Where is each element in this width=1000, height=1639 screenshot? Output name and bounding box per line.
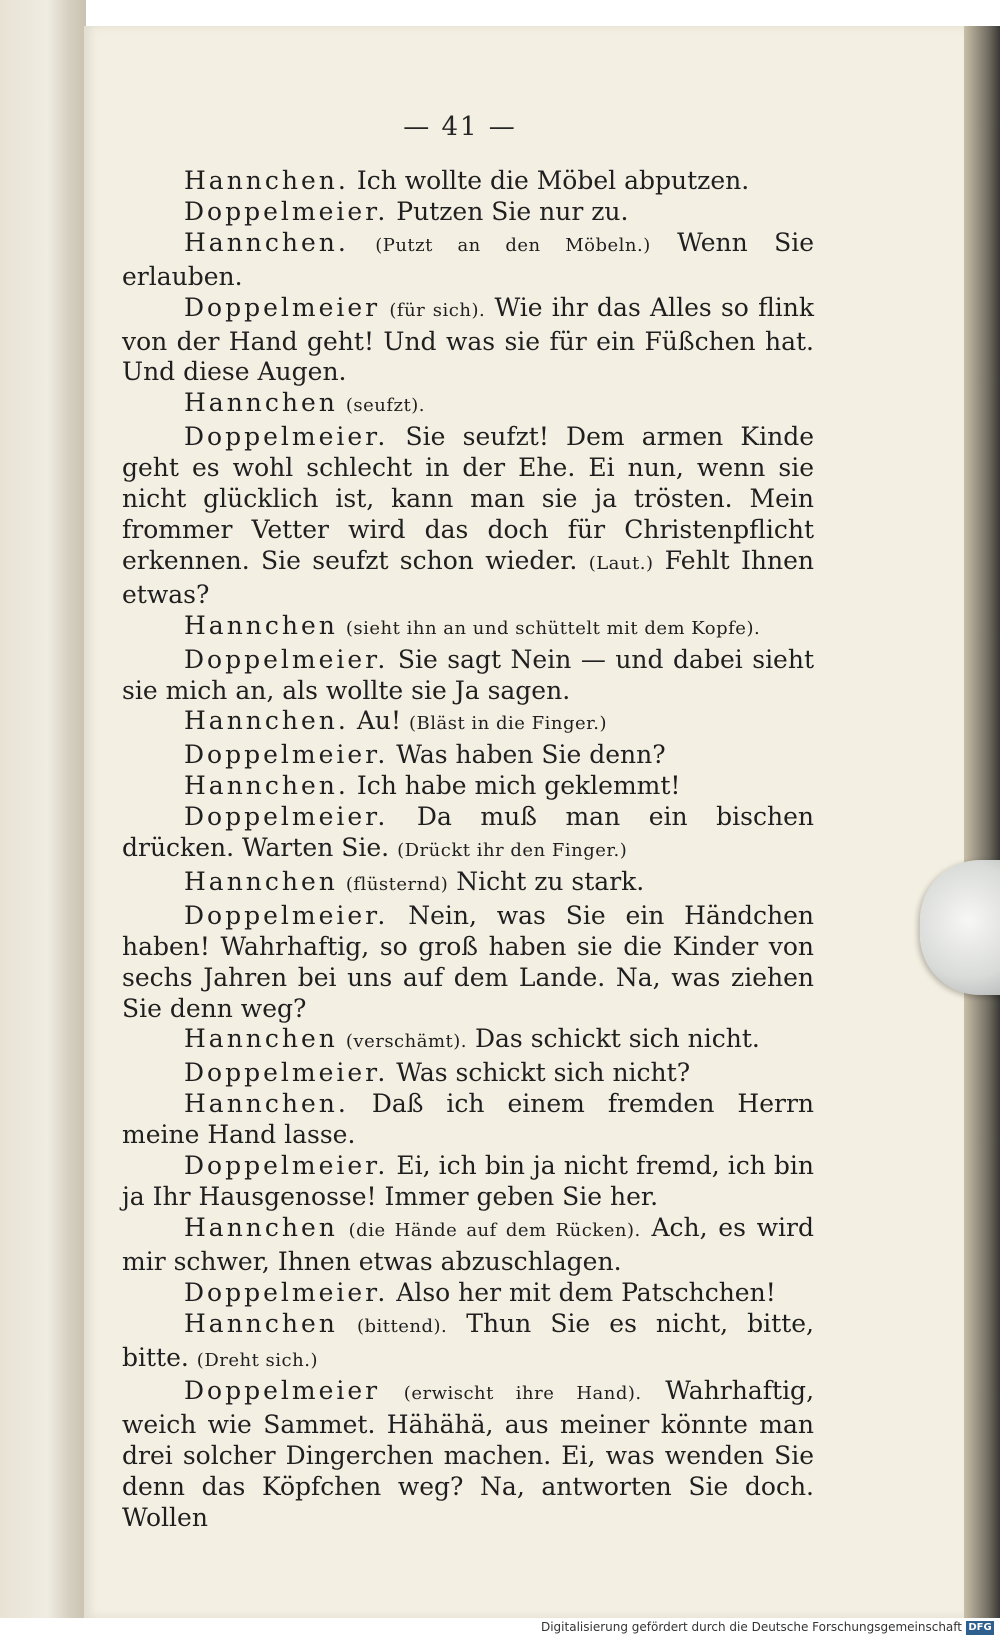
speaker-name: Hannchen	[184, 866, 338, 896]
dialogue-paragraph	[122, 422, 814, 610]
play-text	[122, 166, 814, 1534]
speaker-name: Doppelmeier	[184, 292, 381, 322]
speaker-name: Doppelmeier.	[184, 1151, 389, 1181]
stage-direction: (die Hände auf dem Rücken).	[348, 1219, 641, 1241]
stage-direction: (bittend).	[356, 1315, 448, 1337]
speaker-name: Doppelmeier.	[184, 1058, 389, 1088]
stage-direction: (Dreht sich.)	[196, 1349, 318, 1371]
stage-direction: (Bläst in die Finger.)	[408, 713, 608, 735]
dialogue-text: Ach, es wird mir schwer, Ihnen etwas abzuschlagen.	[122, 1212, 814, 1276]
dialogue-paragraph	[122, 1213, 814, 1278]
dialogue-paragraph	[122, 802, 814, 867]
dialogue-text: Putzen Sie nur zu.	[396, 196, 629, 226]
dialogue-text: Wenn Sie erlauben.	[122, 227, 814, 291]
dialogue-text: Wie ihr das Alles so flink von der Hand geht! Und was sie für ein Füßchen hat. Und diese Augen.	[122, 292, 814, 387]
speaker-name: Hannchen	[184, 610, 338, 640]
stage-direction: (sieht ihn an und schüttelt mit dem Kopfe).	[345, 617, 761, 639]
dialogue-paragraph	[122, 166, 814, 197]
dialogue-paragraph	[122, 1058, 814, 1089]
stage-direction: (Drückt ihr den Finger.)	[397, 840, 628, 862]
page-edge	[964, 26, 1000, 1618]
stage-direction: (Laut.)	[588, 552, 654, 574]
dialogue-paragraph	[122, 228, 814, 293]
speaker-name: Hannchen.	[184, 706, 349, 736]
dialogue-text: Daß ich einem fremden Herrn meine Hand lasse.	[122, 1089, 814, 1150]
dialogue-text: Nein, was Sie ein Händchen haben! Wahrhaftig, so groß haben sie die Kinder von sechs Jahren bei uns auf dem Lande. Na, was ziehen Sie denn weg?	[122, 900, 814, 1023]
dialogue-paragraph	[122, 611, 814, 645]
dialogue-paragraph	[122, 1024, 814, 1058]
dialogue-text: Wahrhaftig, weich wie Sammet. Hähähä, aus meiner könnte man drei solcher Dingerchen machen. Ei, was wenden Sie denn das Köpfchen weg? Na, antworten Sie doch. Wollen	[122, 1376, 815, 1533]
footer-credit: Digitalisierung gefördert durch die Deutsche Forschungsgemeinschaft	[540, 1620, 962, 1634]
dialogue-text: Da muß man ein bischen drücken. Warten Sie.	[122, 802, 814, 863]
dialogue-text: Au!	[356, 706, 402, 736]
dialogue-paragraph	[122, 388, 814, 422]
dialogue-paragraph	[122, 1089, 814, 1151]
dialogue-paragraph	[122, 706, 814, 740]
dialogue-paragraph	[122, 771, 814, 802]
stage-direction: (verschämt).	[345, 1031, 468, 1053]
speaker-name: Doppelmeier.	[184, 1277, 389, 1307]
speaker-name: Hannchen	[184, 388, 338, 418]
page-number: — 41 —	[403, 112, 517, 142]
dialogue-text: Also her mit dem Patschchen!	[396, 1277, 776, 1307]
dialogue-text: Sie sagt Nein — und dabei sieht sie mich an, als wollte sie Ja sagen.	[122, 644, 815, 705]
stage-direction: (erwischt ihre Hand).	[403, 1383, 642, 1405]
dialogue-paragraph	[122, 1151, 814, 1213]
stage-direction: (Putzt an den Möbeln.)	[375, 234, 651, 256]
dialogue-paragraph	[122, 1309, 814, 1377]
dialogue-paragraph	[122, 901, 814, 1025]
speaker-name: Hannchen.	[184, 227, 349, 257]
speaker-name: Doppelmeier.	[184, 196, 389, 226]
speaker-name: Hannchen.	[184, 771, 349, 801]
dialogue-text: Ich habe mich geklemmt!	[356, 771, 681, 801]
dfg-logo: DFG	[966, 1621, 994, 1635]
speaker-name: Hannchen.	[184, 1089, 349, 1119]
speaker-name: Doppelmeier.	[184, 740, 389, 770]
stage-direction: (seufzt).	[345, 395, 426, 417]
speaker-name: Doppelmeier.	[184, 900, 389, 930]
speaker-name: Doppelmeier.	[184, 422, 389, 452]
dialogue-paragraph	[122, 867, 814, 901]
stage-direction: (für sich).	[389, 299, 486, 321]
dialogue-text: Fehlt Ihnen etwas?	[122, 545, 815, 609]
speaker-name: Hannchen.	[184, 166, 349, 195]
dialogue-paragraph	[122, 1376, 814, 1534]
dialogue-text: Thun Sie es nicht, bitte, bitte.	[122, 1308, 814, 1372]
dialogue-text: Ich wollte die Möbel abputzen.	[356, 166, 750, 195]
dialogue-text: Ei, ich bin ja nicht fremd, ich bin ja Ihr Hausgenosse! Immer geben Sie her.	[122, 1151, 814, 1211]
dialogue-paragraph	[122, 293, 814, 389]
dialogue-text: Das schickt sich nicht.	[474, 1024, 760, 1054]
speaker-name: Hannchen	[184, 1308, 338, 1338]
dialogue-text: Sie seufzt! Dem armen Kinde geht es wohl schlecht in der Ehe. Ei nun, wenn sie nicht glücklich ist, kann man sie ja trösten. Mein frommer Vetter wird das doch für Christenpflicht erkennen. Sie seufzt schon wieder.	[122, 422, 814, 575]
dialogue-paragraph	[122, 645, 814, 707]
footer	[0, 1618, 1000, 1639]
speaker-name: Hannchen	[184, 1024, 338, 1054]
dialogue-paragraph	[122, 197, 814, 228]
speaker-name: Doppelmeier	[184, 1376, 381, 1406]
speaker-name: Doppelmeier.	[184, 802, 389, 832]
speaker-name: Hannchen	[184, 1212, 338, 1242]
stage-direction: (flüsternd)	[345, 873, 449, 895]
dialogue-paragraph	[122, 740, 814, 771]
book-spine	[0, 0, 86, 1618]
dialogue-paragraph	[122, 1278, 814, 1309]
speaker-name: Doppelmeier.	[184, 644, 389, 674]
dialogue-text: Nicht zu stark.	[456, 866, 645, 896]
dialogue-text: Was haben Sie denn?	[396, 740, 666, 770]
dialogue-text: Was schickt sich nicht?	[396, 1058, 691, 1088]
